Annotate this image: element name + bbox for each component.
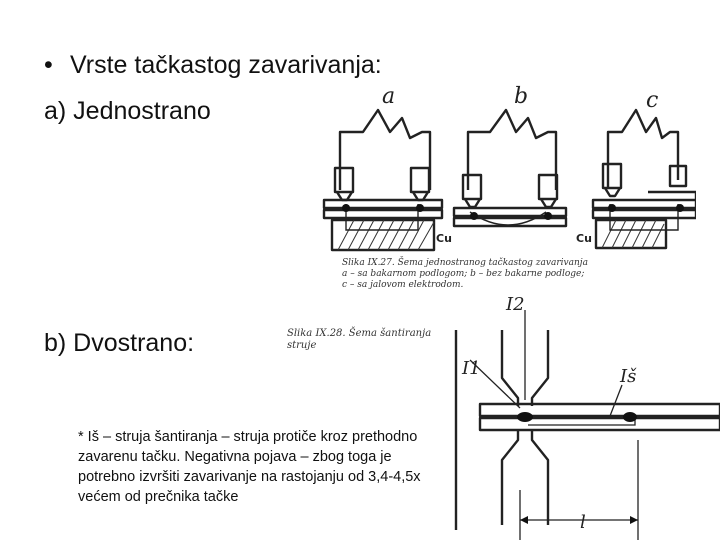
- figure1-label-b: b: [514, 84, 529, 109]
- bullet-heading: [44, 50, 382, 80]
- item-dvostrano: b) Dvostrano:: [44, 329, 195, 357]
- figure1-caption-line: a – sa bakarnom podlogom; b – bez bakarne podloge;: [342, 269, 585, 279]
- figure2-caption: [287, 328, 462, 352]
- figure2-label-i1: I1: [462, 358, 481, 379]
- figure2-label-i2: I2: [506, 294, 525, 315]
- figure2-label-is: Iš: [620, 366, 637, 387]
- figure1-caption-line: Slika IX.27. Šema jednostranog tačkastog zavarivanja: [342, 258, 588, 268]
- figure2-caption-line: struje: [287, 340, 317, 351]
- figure1-label-a: a: [382, 84, 396, 109]
- figure-shunt-current: [450, 290, 720, 540]
- figure2-caption-line: Slika IX.28. Šema šantiranja: [287, 328, 432, 339]
- figure1-label-c: c: [646, 88, 659, 113]
- item-jednostrano: a) Jednostrano: [44, 97, 211, 125]
- bullet-text: Vrste tačkastog zavarivanja:: [70, 51, 382, 79]
- figure1-cu-label-2: Cu: [576, 232, 592, 245]
- footnote-text: * Iš – struja šantiranja – struja protiče kroz prethodno zavarenu tačku. Negativna pojava – zbog toga je potrebno izvršiti zavarivanje na rastojanju od 3,4-4,5x većem od prečnika tačke: [78, 429, 421, 505]
- bullet-icon: •: [44, 51, 53, 79]
- figure2-label-l: l: [580, 512, 586, 533]
- figure1-caption-line: c – sa jalovom elektrodom.: [342, 280, 464, 290]
- figure1-caption: [342, 258, 692, 291]
- figure1-cu-label: Cu: [436, 232, 452, 245]
